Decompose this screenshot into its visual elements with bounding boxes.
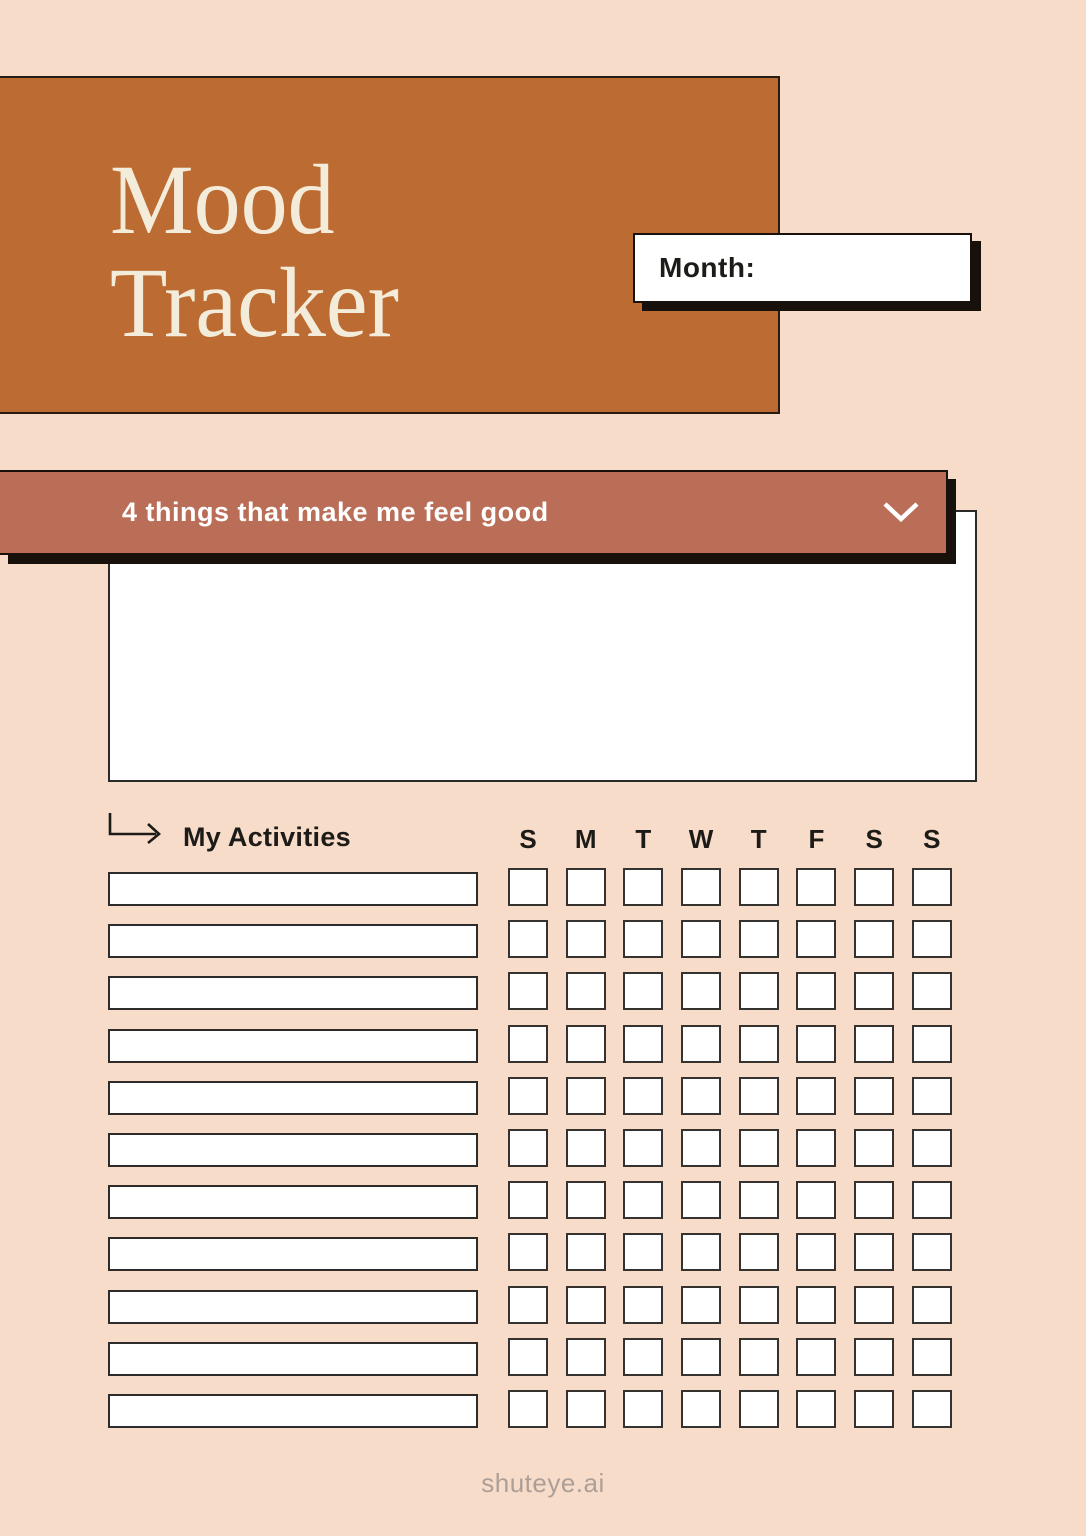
day-checkbox-group bbox=[508, 1077, 952, 1115]
day-checkbox-group bbox=[508, 972, 952, 1010]
day-checkbox[interactable] bbox=[566, 1025, 606, 1063]
activity-name-field[interactable] bbox=[108, 1081, 478, 1115]
day-checkbox-group bbox=[508, 1233, 952, 1271]
day-checkbox[interactable] bbox=[854, 972, 894, 1010]
day-checkbox[interactable] bbox=[681, 1338, 721, 1376]
day-checkbox[interactable] bbox=[796, 1077, 836, 1115]
day-header-letter: T bbox=[635, 824, 652, 854]
activity-name-field[interactable] bbox=[108, 924, 478, 958]
day-checkbox[interactable] bbox=[796, 1338, 836, 1376]
day-checkbox[interactable] bbox=[912, 1338, 952, 1376]
day-checkbox[interactable] bbox=[739, 920, 779, 958]
day-checkbox[interactable] bbox=[912, 1077, 952, 1115]
tracker-row bbox=[108, 1338, 977, 1376]
day-checkbox[interactable] bbox=[681, 1233, 721, 1271]
tracker-row bbox=[108, 1233, 977, 1271]
day-checkbox-group bbox=[508, 1129, 952, 1167]
day-checkbox[interactable] bbox=[739, 868, 779, 906]
day-checkbox[interactable] bbox=[681, 1390, 721, 1428]
day-header-letter: F bbox=[808, 824, 825, 854]
day-checkbox[interactable] bbox=[566, 1390, 606, 1428]
day-checkbox[interactable] bbox=[739, 1390, 779, 1428]
day-checkbox[interactable] bbox=[854, 1181, 894, 1219]
day-checkbox[interactable] bbox=[681, 1286, 721, 1324]
day-checkbox[interactable] bbox=[623, 1077, 663, 1115]
day-checkbox[interactable] bbox=[566, 1338, 606, 1376]
day-checkbox-group bbox=[508, 1286, 952, 1324]
day-checkbox[interactable] bbox=[796, 1233, 836, 1271]
day-checkbox[interactable] bbox=[796, 1286, 836, 1324]
watermark-text: shuteye.ai bbox=[481, 1468, 605, 1498]
day-checkbox-group bbox=[508, 1025, 952, 1063]
day-checkbox-group bbox=[508, 1181, 952, 1219]
day-checkbox[interactable] bbox=[912, 868, 952, 906]
day-header-letter: T bbox=[750, 824, 767, 854]
day-checkbox[interactable] bbox=[739, 1181, 779, 1219]
activity-name-field[interactable] bbox=[108, 1342, 478, 1376]
day-checkbox[interactable] bbox=[623, 868, 663, 906]
activity-name-field[interactable] bbox=[108, 1029, 478, 1063]
day-checkbox-group bbox=[508, 920, 952, 958]
day-checkbox[interactable] bbox=[566, 1233, 606, 1271]
day-checkbox[interactable] bbox=[566, 972, 606, 1010]
day-checkbox[interactable] bbox=[912, 1129, 952, 1167]
tracker-row bbox=[108, 868, 977, 906]
day-checkbox[interactable] bbox=[912, 972, 952, 1010]
day-checkbox[interactable] bbox=[854, 920, 894, 958]
day-checkbox[interactable] bbox=[508, 972, 548, 1010]
hook-right-arrow-icon bbox=[106, 812, 166, 844]
day-checkbox[interactable] bbox=[508, 1286, 548, 1324]
page-title-line-2: Tracker bbox=[110, 247, 399, 358]
activity-name-field[interactable] bbox=[108, 872, 478, 906]
day-checkbox-group bbox=[508, 868, 952, 906]
day-header-letter: S bbox=[923, 824, 941, 854]
day-header-letter: S bbox=[865, 824, 883, 854]
day-checkbox[interactable] bbox=[796, 1025, 836, 1063]
day-header-letter: M bbox=[574, 824, 597, 854]
day-checkbox[interactable] bbox=[854, 1286, 894, 1324]
day-checkbox[interactable] bbox=[681, 868, 721, 906]
chevron-down-icon[interactable] bbox=[882, 500, 920, 526]
day-checkbox[interactable] bbox=[623, 920, 663, 958]
day-checkbox[interactable] bbox=[623, 1286, 663, 1324]
activities-heading: My Activities bbox=[183, 822, 351, 852]
day-checkbox[interactable] bbox=[623, 1233, 663, 1271]
tracker-row bbox=[108, 920, 977, 958]
day-checkbox[interactable] bbox=[623, 1129, 663, 1167]
day-checkbox[interactable] bbox=[796, 868, 836, 906]
day-checkbox[interactable] bbox=[739, 1286, 779, 1324]
activity-name-field[interactable] bbox=[108, 1237, 478, 1271]
dropdown-banner[interactable] bbox=[0, 470, 948, 555]
tracker-row bbox=[108, 1286, 977, 1324]
day-checkbox[interactable] bbox=[681, 920, 721, 958]
day-header-letter: W bbox=[688, 824, 714, 854]
day-checkbox[interactable] bbox=[566, 920, 606, 958]
day-checkbox[interactable] bbox=[796, 1129, 836, 1167]
tracker-row bbox=[108, 1390, 977, 1428]
day-checkbox[interactable] bbox=[681, 1181, 721, 1219]
day-checkbox[interactable] bbox=[566, 1286, 606, 1324]
day-checkbox[interactable] bbox=[566, 868, 606, 906]
day-checkbox[interactable] bbox=[854, 1233, 894, 1271]
day-checkbox[interactable] bbox=[623, 972, 663, 1010]
month-input[interactable] bbox=[755, 235, 970, 301]
day-checkbox[interactable] bbox=[854, 1077, 894, 1115]
day-header-row bbox=[508, 824, 952, 855]
day-checkbox[interactable] bbox=[508, 1077, 548, 1115]
day-checkbox[interactable] bbox=[854, 1025, 894, 1063]
activity-name-field[interactable] bbox=[108, 1394, 478, 1428]
day-checkbox[interactable] bbox=[681, 1025, 721, 1063]
day-checkbox[interactable] bbox=[508, 868, 548, 906]
day-checkbox[interactable] bbox=[854, 1338, 894, 1376]
activity-name-field[interactable] bbox=[108, 976, 478, 1010]
day-checkbox[interactable] bbox=[912, 1233, 952, 1271]
day-checkbox[interactable] bbox=[912, 1181, 952, 1219]
day-checkbox[interactable] bbox=[796, 972, 836, 1010]
day-checkbox[interactable] bbox=[912, 1025, 952, 1063]
tracker-row bbox=[108, 1077, 977, 1115]
day-checkbox[interactable] bbox=[854, 1129, 894, 1167]
tracker-row bbox=[108, 1181, 977, 1219]
day-checkbox-group bbox=[508, 1338, 952, 1376]
day-checkbox[interactable] bbox=[623, 1338, 663, 1376]
day-checkbox[interactable] bbox=[739, 1338, 779, 1376]
month-label: Month: bbox=[659, 252, 756, 283]
day-checkbox[interactable] bbox=[681, 1077, 721, 1115]
day-checkbox[interactable] bbox=[566, 1077, 606, 1115]
day-checkbox[interactable] bbox=[623, 1181, 663, 1219]
day-checkbox[interactable] bbox=[508, 1129, 548, 1167]
day-checkbox[interactable] bbox=[508, 920, 548, 958]
day-checkbox[interactable] bbox=[681, 972, 721, 1010]
day-checkbox[interactable] bbox=[739, 1077, 779, 1115]
tracker-row bbox=[108, 972, 977, 1010]
day-checkbox[interactable] bbox=[508, 1233, 548, 1271]
day-checkbox[interactable] bbox=[912, 920, 952, 958]
day-header-letter: S bbox=[519, 824, 537, 854]
day-checkbox[interactable] bbox=[623, 1390, 663, 1428]
day-checkbox[interactable] bbox=[796, 920, 836, 958]
dropdown-banner-label: 4 things that make me feel good bbox=[122, 497, 549, 527]
day-checkbox[interactable] bbox=[566, 1129, 606, 1167]
day-checkbox[interactable] bbox=[796, 1181, 836, 1219]
day-checkbox[interactable] bbox=[508, 1338, 548, 1376]
tracker-row bbox=[108, 1025, 977, 1063]
day-checkbox[interactable] bbox=[681, 1129, 721, 1167]
day-checkbox[interactable] bbox=[508, 1181, 548, 1219]
day-checkbox[interactable] bbox=[854, 1390, 894, 1428]
day-checkbox[interactable] bbox=[739, 1233, 779, 1271]
day-checkbox[interactable] bbox=[912, 1286, 952, 1324]
day-checkbox[interactable] bbox=[739, 972, 779, 1010]
day-checkbox-group bbox=[508, 1390, 952, 1428]
page-title-line-1: Mood bbox=[110, 144, 335, 255]
day-checkbox[interactable] bbox=[739, 1025, 779, 1063]
tracker-row bbox=[108, 1129, 977, 1167]
activity-name-field[interactable] bbox=[108, 1133, 478, 1167]
day-checkbox[interactable] bbox=[508, 1390, 548, 1428]
day-checkbox[interactable] bbox=[508, 1025, 548, 1063]
day-checkbox[interactable] bbox=[739, 1129, 779, 1167]
month-box bbox=[633, 233, 972, 303]
day-checkbox[interactable] bbox=[623, 1025, 663, 1063]
day-checkbox[interactable] bbox=[566, 1181, 606, 1219]
day-checkbox[interactable] bbox=[912, 1390, 952, 1428]
day-checkbox[interactable] bbox=[796, 1390, 836, 1428]
activity-name-field[interactable] bbox=[108, 1290, 478, 1324]
day-checkbox[interactable] bbox=[854, 868, 894, 906]
activity-name-field[interactable] bbox=[108, 1185, 478, 1219]
page-title bbox=[110, 144, 399, 358]
